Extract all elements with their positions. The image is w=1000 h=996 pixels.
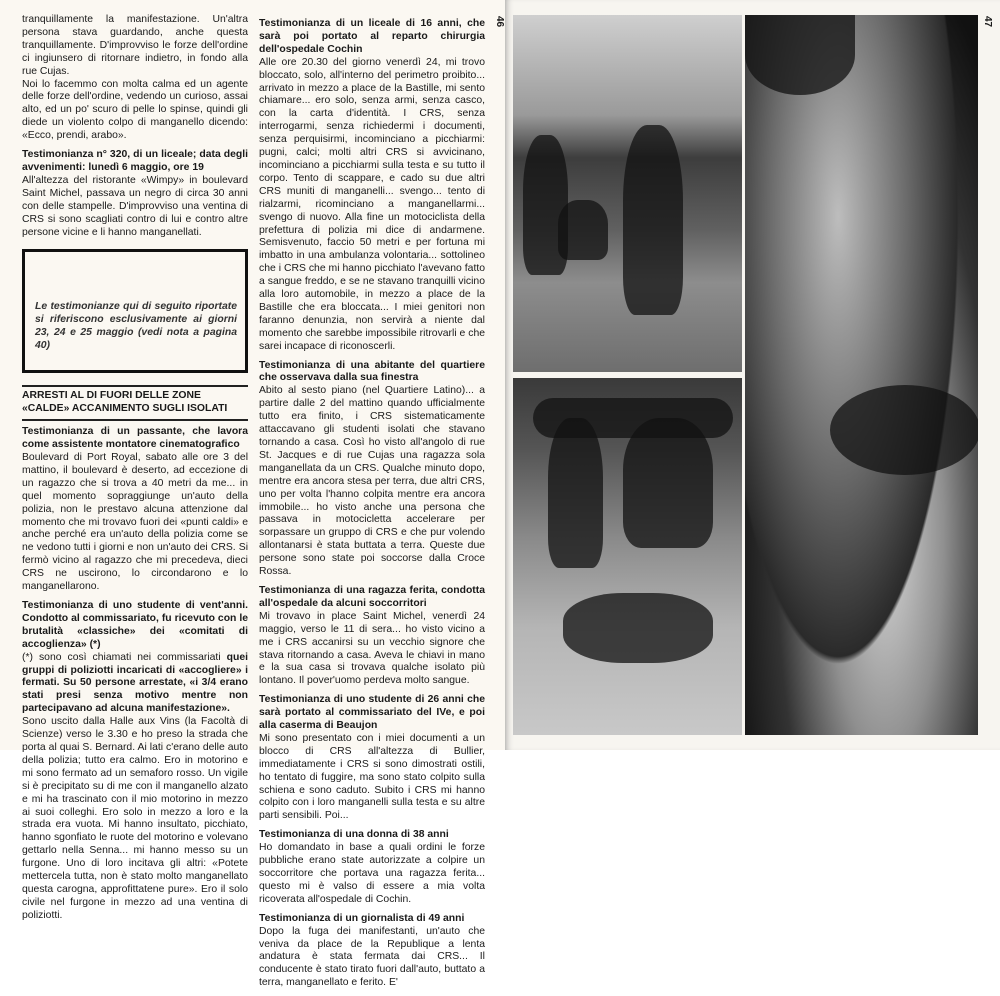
testimony-body: Mi trovavo in place Saint Michel, venerdì 24 maggio, verso le 11 di sera... ho visto vicino a me i CRS accanirsi su un vecchio signore che stava ritornando a casa. Aveva le chiavi in mano e la sua casa si trovava qualche isolato più lontano. Il pover'uomo perdeva molto sangue. [259, 610, 485, 687]
testimony-heading: Testimonianza di una donna di 38 anni [259, 829, 449, 841]
testimony-heading: Testimonianza di un liceale di 16 anni, che sarà poi portato al reparto chirurgia dell'ospedale Cochin [259, 18, 485, 55]
testimony-body: All'altezza del ristorante «Wimpy» in boulevard Saint Michel, passava un negro di circa 30 anni con delle stampelle. D'improvviso una ventina di CRS si sono scagliati contro di lui e contro altre persone vicine e li hanno manganellati. [22, 174, 248, 238]
testimony-heading: Testimonianza di uno studente di vent'anni. Condotto al commissariato, fu ricevuto con le brutalità «classiche» dei «comitati di accoglienza» (*) [22, 600, 248, 650]
testimony-body: Dopo la fuga dei manifestanti, un'auto che veniva da place de la Republique a lenta andatura è stata fermata dai CRS... Il conducente è stato tirato fuori dall'auto, buttato a terra, manganellato e ferito. E' [259, 925, 485, 989]
page-number-right: 47 [982, 15, 994, 28]
testimony-body: Sono uscito dalla Halle aux Vins (la Facoltà di Scienze) verso le 3.30 e ho preso la strada che porta al quai S. Bernard. Ai lati c'erano delle auto della polizia; tutto era calmo. Ero in motorino e mi sono fermato ad un semaforo rosso. Un vigile si è precipitato su di me con il manganello alzato e mi ha trascinato con il mio motorino in mezzo ai suoi colleghi. Ero solo in mezzo a loro e la strada era vuota. Mi hanno insultato, picchiato, hanno sgonfiato le ruote del motorino e volevano gettarlo nella Senna... mi hanno messo su un furgone. Uno di loro incitava gli altri: «Potete mettercela tutta, non è stato molto manganellato questa carogna, approfittatene pure». Ero il solo civile nel furgone in mezzo ad una ventina di poliziotti. [22, 716, 248, 921]
footnote-plain: (*) sono così chiamati nei commissariati [22, 651, 227, 663]
footnote [22, 652, 248, 717]
note-box [22, 249, 248, 373]
testimony-studente [22, 600, 248, 923]
testimony-body: Boulevard di Port Royal, sabato alle ore 3 del mattino, il boulevard è deserto, ad eccezione di un ragazzo che si trova a 40 metri da me... in quel momento sopraggiunge un'auto della polizia, non le prestavo alcuna attenzione dal momento che mi trovavo fuori dei «punti caldi» e anche perché era un'auto della polizia come se ne vedono tutti i giorni e non un'auto dei CRS. Si fermò vicino al ragazzo che mi precedeva, dieci CRS ne uscirono, lo circondarono e lo manganellarono. [22, 452, 248, 593]
testimony-320 [22, 149, 248, 239]
page-number-left: 46 [494, 15, 506, 28]
note-text: Le testimonianze qui di seguito riportate si riferiscono esclusivamente ai giorni 23, 24 e 25 maggio (vedi nota a pagina 40) [35, 300, 237, 351]
testimony-heading: Testimonianza di un passante, che lavora come assistente montatore cinematografico [22, 426, 248, 451]
testimony-passante [22, 426, 248, 594]
testimony-body: Abito al sesto piano (nel Quartiere Latino)... a partire dalle 2 del mattino quando ufficialmente tutto era finito, i CRS sistematicamente attaccavano gli studenti isolati che stavano tornando a casa. Così ho visto all'angolo di rue St. Jacques e di rue Cujas una ragazza sola manganellata da un CRS. Qualche minuto dopo, mentre era ancora stesa per terra, due altri CRS, uno per volta l'hanno colpita mentre era ancora immobile... ho visto anche una persona che passava in motocicletta accelerare per sorpassare un gruppo di CRS e che pur volendo allontanarsi è stata buttata a terra. Queste due persone sono state poi soccorse dalla Croce Rossa. [259, 385, 485, 578]
street-scene-police-beating-photo [513, 15, 742, 372]
testimony-heading: Testimonianza n° 320, di un liceale; data degli avvenimenti: lunedì 6 maggio, ore 19 [22, 149, 248, 173]
testimony-body: Ho domandato in base a quali ordini le forze pubbliche erano state autorizzate a colpire un soccorritore che portava una ragazza ferita... questo mi è valso di essere a mia volta ricoverata all'ospedale di Cochin. [259, 842, 485, 905]
text-column-1 [22, 14, 248, 929]
testimony-body: Mi sono presentato con i miei documenti a un blocco di CRS all'altezza di Bullier, immediatamente i CRS si sono dimostrati ostili, ho tentato di fuggire, ma sono stato colpito sulla schiena e sono caduto. Subito i CRS mi hanno colpito con i loro manganelli sulla testa e su altre parti sensibili. Poi... [259, 732, 485, 822]
section-title: ARRESTI AL DI FUORI DELLE ZONE «CALDE» ACCANIMENTO SUGLI ISOLATI [22, 385, 248, 421]
testimony [259, 913, 485, 990]
testimony-heading: Testimonianza di una ragazza ferita, condotta all'ospedale da alcuni soccorritori [259, 584, 485, 609]
testimony-heading: Testimonianza di una abitante del quartiere che osservava dalla sua finestra [259, 359, 485, 384]
testimony [259, 829, 485, 906]
testimony [259, 360, 485, 579]
testimony [259, 585, 485, 688]
testimony-heading: Testimonianza di uno studente di 26 anni che sarà portato al commissariato del IVe, e poi alla caserma di Beaujon [259, 694, 485, 732]
testimony-heading: Testimonianza di un giornalista di 49 anni [259, 912, 465, 924]
riot-police-charge-photo [513, 378, 742, 735]
testimony [259, 18, 485, 354]
text-column-2 [259, 18, 485, 996]
footnote-bold: quei gruppi di poliziotti incaricati di «accogliere» i fermati. Su 50 persone arrestate, «i 3/4 erano stati presi senza motivo mentre non partecipavano ad alcuna manifestazione». [22, 651, 248, 715]
injured-young-man-photo [745, 15, 978, 735]
paragraph: Noi lo facemmo con molta calma ed un agente delle forze dell'ordine, vedendo un curioso, assai alto, ed un po' scuro di pelle lo spinse, quindi gli diede un violento colpo di manganello dicendo: «Ecco, prendi, arabo». [22, 78, 248, 142]
testimony [259, 694, 485, 823]
testimony-body: Alle ore 20.30 del giorno venerdì 24, mi trovo bloccato, solo, all'interno del perimetro proibito... arrivato in mezzo a place de la Bastille, mi sento chiamare... ero solo, senza armi, senza casco, con la carta d'identità. I CRS, senza interrogarmi, senza richiedermi i documenti, senza perquisirmi, incominciano a picchiarmi: pugni, calci; molti altri CRS si avvicinano, incominciano a picchiarmi sulla testa e su tutto il corpo. Tento di scappare, e cado su due altri CRS muniti di manganelli... svengo... tento di rialzarmi, ricominciano a manganellarmi... svengo di nuovo. Alla fine un motociclista della prefettura di polizia mi dice di andarmene. Semisvenuto, faccio 50 metri e per fortuna mi imbatto in una ambulanza volontaria... sottolineo che i CRS che mi hanno picchiato l'avevano fatto a sangue freddo, e se ne stavano tranquilli vicino alla loro automobile, in mezzo a place de la Bastille che era bloccata... I miei genitori non faranno denunzia, non servirà a niente dal momento che sarebbe impossibile ritrovarli e che sarei incapace di riconoscerli. [259, 56, 485, 352]
paragraph: tranquillamente la manifestazione. Un'altra persona stava guardando, anche questa tranquillamente. D'improvviso le forze dell'ordine ci ingiunsero di ritornare indietro, in fondo alla rue Cujas. [22, 14, 248, 77]
